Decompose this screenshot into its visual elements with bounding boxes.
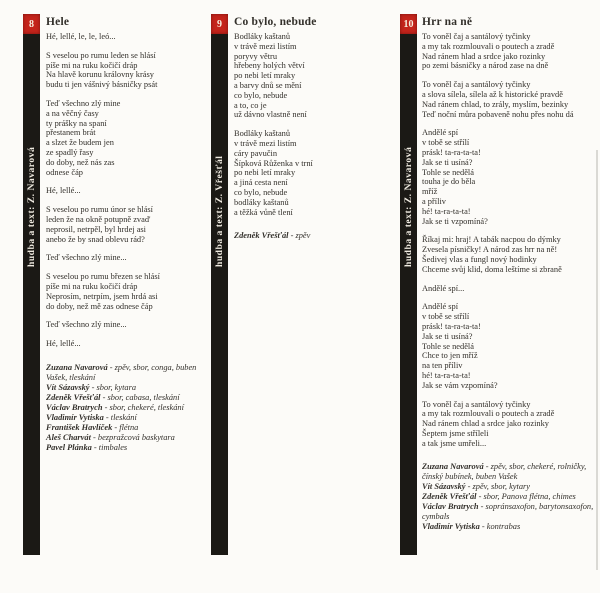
lyric-line: a na věčný časy	[46, 108, 99, 118]
lyric-line: a jiná cesta není	[234, 178, 288, 188]
song-title: Hrr na ně	[422, 16, 473, 28]
song-title: Co bylo, nebude	[234, 16, 317, 28]
lyric-line: neprosil, netrpěl, byl hrdej asi	[46, 224, 147, 234]
musician-roles: - zpěv	[288, 231, 311, 241]
lyric-line: Šípková Růženka v trní	[234, 158, 313, 168]
scan-edge-artifact	[596, 150, 598, 570]
lyric-line: Teď všechno zlý mine...	[46, 320, 127, 330]
musician-roles: - zpěv, sbor, chekeré, rolničky, čínský bubínek, buben Vašek	[422, 462, 587, 482]
stanza	[422, 284, 598, 294]
musician-name: Pavel Plánka	[46, 442, 92, 452]
lyric-line: Bodláky kaštanů	[234, 32, 291, 41]
musician-name: Václav Bratrych	[422, 502, 479, 512]
lyric-line: bodláky kaštanů	[234, 197, 289, 207]
lyric-line: odnese čáp	[46, 167, 83, 177]
lyric-column	[234, 16, 388, 241]
track-number: 9	[217, 18, 222, 30]
lyric-line: S veselou po rumu únor se hlásí	[46, 205, 154, 215]
stanza	[46, 339, 198, 349]
lyric-line: po zemi básničky a národ zase na dně	[422, 61, 549, 71]
lyric-line: Hé, lellé, le, le, leó...	[46, 32, 116, 41]
stanza	[234, 32, 388, 120]
stanza	[422, 400, 598, 449]
lyric-line: Nad ránem chlad, to zrály, myslím, bezinky	[422, 99, 569, 109]
musician-roles: - sopránsaxofon, barytonsaxofon, cymbals	[422, 502, 594, 522]
stanza	[46, 320, 198, 330]
musician-roles: - sbor, cabasa, tleskání	[100, 392, 180, 402]
lyric-line: To voněl čaj a santálový tyčinky	[422, 32, 531, 41]
stanza	[46, 32, 198, 42]
musician-roles: - sbor, Panova flétna, chimes	[476, 492, 576, 502]
lyric-line: anebo že by snad oblevu rád?	[46, 234, 145, 244]
lyric-line: To voněl čaj a santálový tyčinky	[422, 80, 531, 90]
lyric-line: a slova sílela, sílela až k historické pravdě	[422, 89, 563, 99]
lyric-line: Nad ránem hlad a srdce jako rozinky	[422, 51, 546, 61]
lyric-line: Jak se ti vzpomíná?	[422, 216, 488, 226]
lyric-line: a my tak rozmlouvali o poutech a zradě	[422, 409, 555, 419]
lyric-line: a slzet že budem jen	[46, 138, 114, 148]
lyric-line: v tobě se střílí	[422, 138, 470, 148]
lyric-line: píše mi na ruku kočičí dráp	[46, 281, 138, 291]
lyric-line: co bylo, nebude	[234, 187, 288, 197]
lyric-line: Hé, lellé...	[46, 186, 81, 196]
lyric-line: a tak jsme umřeli...	[422, 438, 487, 448]
lyric-column	[422, 16, 598, 532]
musician-name: Václav Bratrych	[46, 402, 103, 412]
lyric-line: prásk! ta-ra-ta-ta!	[422, 147, 481, 157]
lyric-line: Jak se ti usíná?	[422, 157, 473, 167]
stanza	[46, 272, 198, 311]
lyric-line: Šedivej vlas a fungl nový hodinky	[422, 254, 537, 264]
lyric-line: Neprosím, netrpím, jsem hrdá asi	[46, 291, 158, 301]
lyric-column	[46, 16, 198, 453]
stanza	[234, 129, 388, 217]
lyric-line: Chceme svůj klid, doma leštíme si zbraně	[422, 264, 562, 274]
lyric-line: hřebeny holých větví	[234, 61, 305, 71]
stanza	[46, 205, 198, 244]
lyric-line: S veselou po rumu leden se hlásí	[46, 50, 156, 60]
musician-name: Zdeněk Vřešťál	[234, 231, 289, 241]
stanza	[46, 253, 198, 263]
musician-credit	[234, 231, 388, 241]
musician-credit	[46, 413, 198, 423]
lyric-line: přestanem brát	[46, 128, 96, 138]
lyric-line: Jak se ti usíná?	[422, 331, 473, 341]
musician-roles: - sbor, chekeré, tleskání	[102, 402, 184, 412]
lyric-line: Teď všechno zlý mine...	[46, 253, 127, 263]
lyric-line: cáry pavučin	[234, 148, 278, 158]
lyric-line: touha je do běla	[422, 177, 476, 187]
musician-name: Vladimír Vytiska	[46, 412, 104, 422]
lyric-line: Nad ránem chlad a srdce jako rozinky	[422, 419, 549, 429]
musician-roles: - sbor, kytara	[89, 382, 137, 392]
musician-credit	[422, 482, 598, 492]
lyric-line: píše mi na ruku kočičí dráp	[46, 60, 138, 70]
musician-name: Vít Sázavský	[46, 382, 90, 392]
stanza	[46, 186, 198, 196]
musician-credit	[46, 393, 198, 403]
musicians-list	[234, 231, 388, 241]
lyric-line: v trávě mezi listím	[234, 41, 297, 51]
lyric-line: po nebi letí mraky	[234, 71, 296, 81]
lyric-line: Říkaj mi: hraj! A tabák nacpou do dýmky	[422, 235, 561, 245]
musician-credit	[422, 462, 598, 482]
lyric-line: a barvy dnů se mění	[234, 80, 302, 90]
vertical-credit-label: hudba a text: Z. Vřešťál	[214, 155, 225, 267]
stanza	[422, 80, 598, 119]
musician-name: Zdeněk Vřešťál	[422, 492, 477, 502]
lyric-line: Andělé spí...	[422, 283, 465, 293]
musician-roles: - zpěv, sbor, kytary	[465, 482, 531, 492]
musician-credit	[422, 522, 598, 532]
track-number-badge	[211, 14, 228, 34]
lyric-line: Šeptem jsme stříleli	[422, 428, 489, 438]
lyric-line: Jak se vám vzpomíná?	[422, 380, 498, 390]
track-number: 8	[29, 18, 34, 30]
musicians-list	[46, 363, 198, 453]
musician-roles: - kontrabas	[479, 522, 521, 532]
lyric-line: a my tak rozmlouvali o poutech a zradě	[422, 41, 555, 51]
musician-name: František Havlíček	[46, 422, 113, 432]
song-title: Hele	[46, 16, 70, 28]
lyric-line: na ten příliv	[422, 361, 463, 371]
musician-credit	[422, 492, 598, 502]
lyric-line: už dávno vlastně není	[234, 110, 307, 120]
musician-name: Vít Sázavský	[422, 482, 466, 492]
stanza	[422, 32, 598, 71]
lyric-line: co bylo, nebude	[234, 90, 288, 100]
lyric-line: S veselou po rumu březen se hlásí	[46, 272, 160, 282]
lyric-line: To voněl čaj a santálový tyčinky	[422, 399, 531, 409]
stanzas	[46, 32, 198, 349]
lyric-line: a těžká vůně tlení	[234, 207, 293, 217]
musician-roles: - timbales	[91, 442, 128, 452]
musician-name: Zdeněk Vřešťál	[46, 392, 101, 402]
musician-credit	[46, 363, 198, 383]
stanza	[422, 302, 598, 390]
lyric-line: Tohle se nedělá	[422, 341, 474, 351]
lyric-line: v tobě se střílí	[422, 312, 470, 322]
lyric-line: do doby, než nás zas	[46, 157, 115, 167]
lyric-line: hé! ta-ra-ta-ta!	[422, 206, 471, 216]
lyric-line: ze spadlý řasy	[46, 147, 94, 157]
lyric-line: Zvesela písničky! A národ zas hrr na ně!	[422, 245, 558, 255]
musician-roles: - zpěv, sbor, conga, buben Vašek, tleskání	[46, 362, 197, 382]
musician-credit	[46, 423, 198, 433]
lyric-line: Teď noční můra pobaveně nohu přes nohu dá	[422, 109, 574, 119]
musicians-list	[422, 462, 598, 532]
lyric-line: Andělé spí	[422, 128, 459, 138]
track-number: 10	[403, 18, 414, 30]
lyric-line: leden že na okně potupně zvad'	[46, 214, 151, 224]
stanza	[422, 235, 598, 274]
lyric-line: Teď všechno zlý mine	[46, 98, 121, 108]
vertical-credit-label: hudba a text: Z. Navarová	[26, 146, 37, 267]
musician-roles: - tleskání	[103, 412, 137, 422]
lyric-line: hé! ta-ra-ta-ta!	[422, 370, 471, 380]
musician-name: Aleš Charvát	[46, 432, 91, 442]
track-column-bar	[211, 14, 228, 555]
musician-credit	[46, 383, 198, 393]
stanza	[422, 128, 598, 226]
musician-roles: - bezpražcová baskytara	[90, 432, 175, 442]
lyric-line: v trávě mezi listím	[234, 138, 297, 148]
musician-name: Zuzana Navarová	[46, 362, 108, 372]
track-number-badge	[400, 14, 417, 34]
lyric-line: Na hlavě korunu královny krásy	[46, 70, 154, 80]
lyric-line: a příliv	[422, 196, 446, 206]
lyric-line: prásk! ta-ra-ta-ta!	[422, 321, 481, 331]
musician-credit	[46, 433, 198, 443]
stanzas	[234, 32, 388, 217]
musician-credit	[422, 502, 598, 522]
lyric-line: Bodláky kaštanů	[234, 129, 291, 139]
lyric-line: po nebi letí mraky	[234, 168, 296, 178]
musician-name: Vladimír Vytiska	[422, 522, 480, 532]
lyric-line: poryvy větru	[234, 51, 278, 61]
track-column-bar	[400, 14, 417, 555]
lyric-line: mříž	[422, 187, 438, 197]
lyric-line: ty prášky na spaní	[46, 118, 107, 128]
lyric-line: budu ti jen vášnivý básničky psát	[46, 80, 158, 90]
track-number-badge	[23, 14, 40, 34]
musician-roles: - flétna	[112, 422, 139, 432]
lyric-line: Andělé spí	[422, 302, 459, 312]
lyric-line: Tohle se nedělá	[422, 167, 474, 177]
track-column-bar	[23, 14, 40, 555]
stanza	[46, 51, 198, 90]
stanzas	[422, 32, 598, 448]
lyric-line: do doby, než mě zas odnese čáp	[46, 301, 153, 311]
vertical-credit-label: hudba a text: Z. Navarová	[403, 146, 414, 267]
musician-name: Zuzana Navarová	[422, 462, 484, 472]
musician-credit	[46, 443, 198, 453]
stanza	[46, 99, 198, 177]
lyric-line: a to, co je	[234, 100, 267, 110]
lyric-line: Hé, lellé...	[46, 339, 81, 349]
lyric-line: Chce to jen mříž	[422, 351, 478, 361]
musician-credit	[46, 403, 198, 413]
